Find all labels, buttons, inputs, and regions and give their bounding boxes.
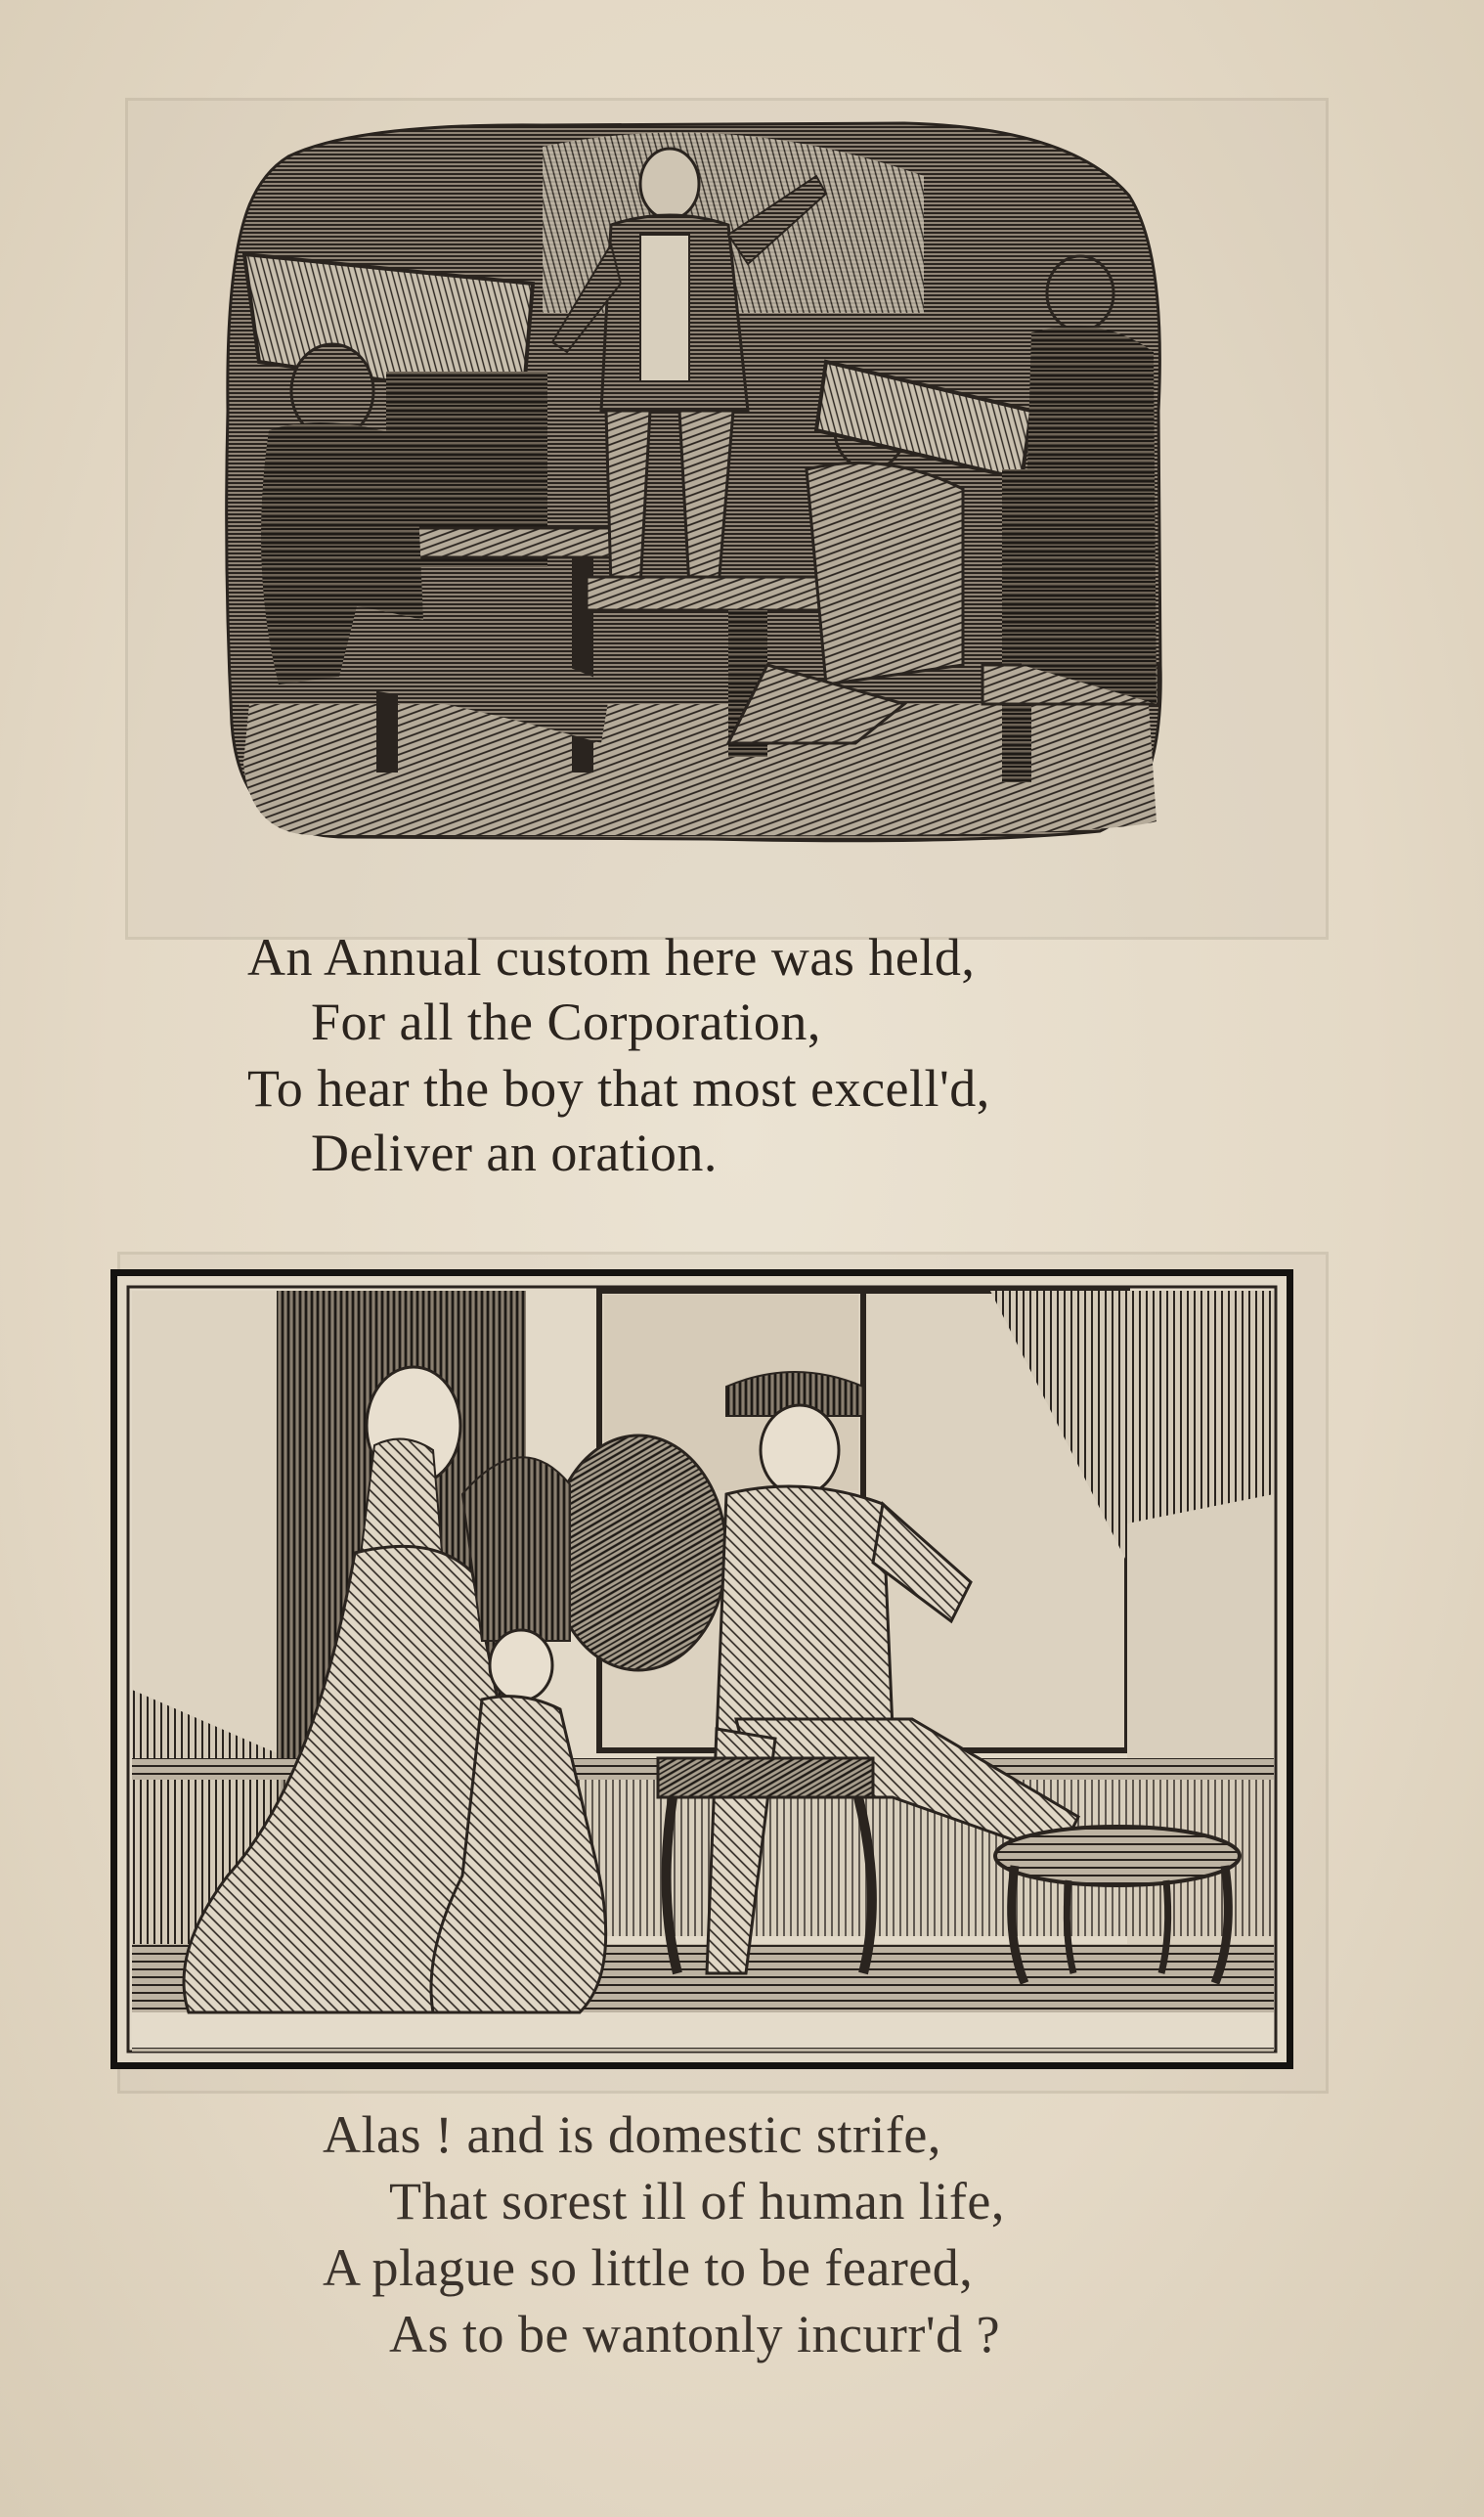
verse-line: For all the Corporation, <box>311 993 821 1051</box>
verse-line: That sorest ill of human life, <box>389 2172 1005 2230</box>
verse-line: An Annual custom here was held, <box>247 928 976 987</box>
woodcut-schoolroom-illustration <box>220 117 1173 843</box>
verse-line: As to be wantonly incurr'd ? <box>389 2305 1001 2363</box>
verse-line: Alas ! and is domestic strife, <box>323 2105 941 2164</box>
verse-line: Deliver an oration. <box>311 1124 718 1182</box>
verse-line: A plague so little to be feared, <box>323 2238 974 2297</box>
verse-line: To hear the boy that most excell'd, <box>247 1059 990 1118</box>
woodcut-domestic-scene-illustration <box>110 1269 1293 2069</box>
